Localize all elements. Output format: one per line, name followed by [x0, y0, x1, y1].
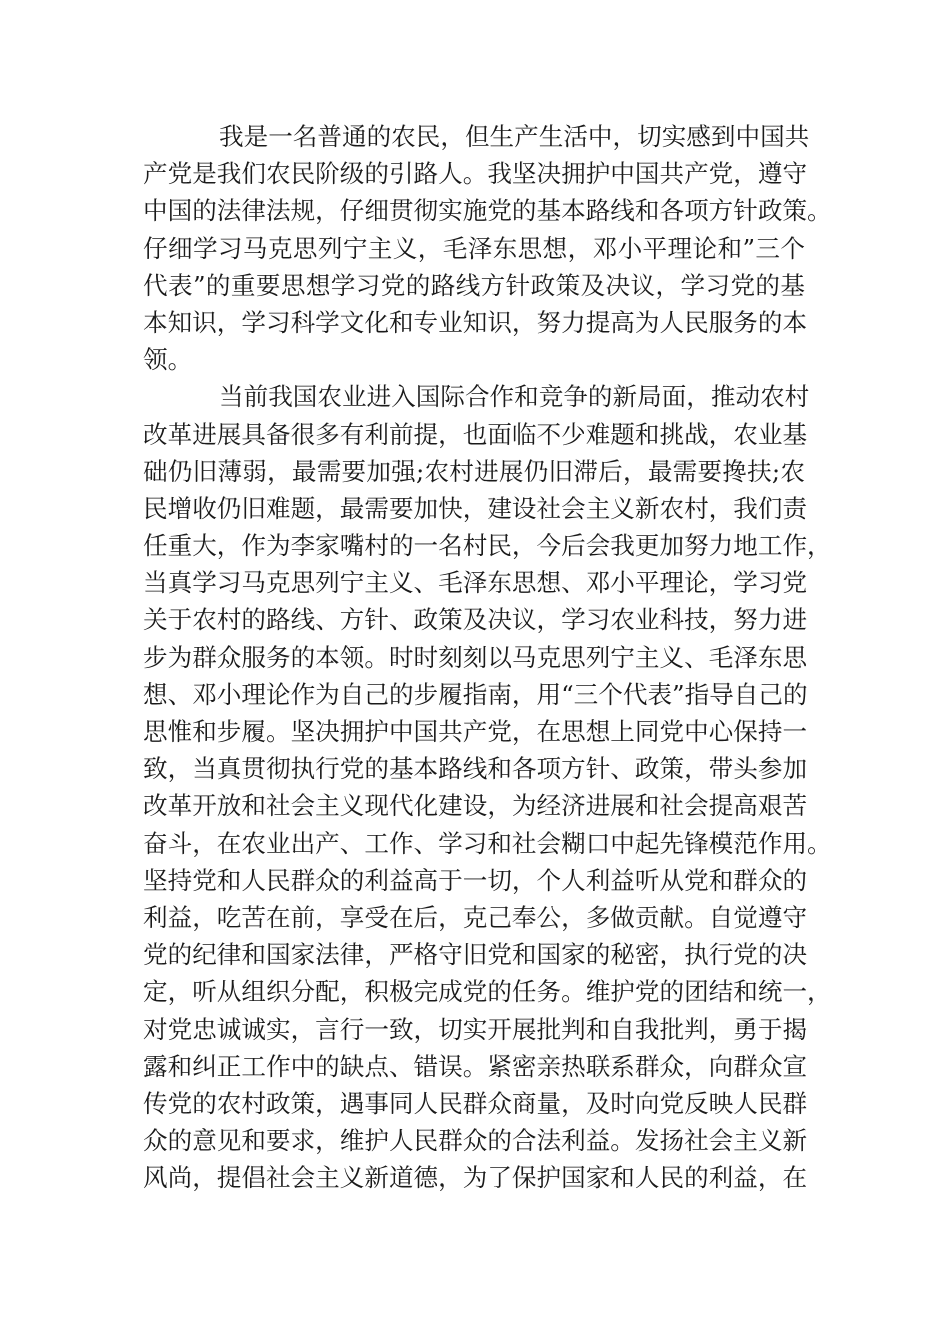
paragraph-2-line-10: 思惟和步履。坚决拥护中国共产党，在思想上同党中心保持一 — [143, 717, 808, 746]
paragraph-2-line-3: 础仍旧薄弱，最需要加强;农村进展仍旧滞后，最需要搀扶;农 — [143, 456, 805, 486]
paragraph-2-line-9: 想、邓小理论作为自己的步履指南，用“三个代表”指导自己的 — [143, 679, 808, 709]
paragraph-1-line-6: 本知识，学习科学文化和专业知识，努力提高为人民服务的本 — [143, 307, 808, 337]
body-text — [143, 118, 832, 1196]
paragraph-1-line-3: 中国的法律法规，仔细贯彻实施党的基本路线和各项方针政策。 — [143, 196, 832, 226]
paragraph-2-line-4: 民增收仍旧难题，最需要加快，建设社会主义新农村，我们责 — [143, 493, 808, 523]
paragraph-2-line-11: 致，当真贯彻执行党的基本路线和各项方针、政策，带头参加 — [143, 754, 808, 784]
paragraph-2-line-22: 风尚，提倡社会主义新道德，为了保护国家和人民的利益，在 — [143, 1163, 808, 1193]
paragraph-2-line-21: 众的意见和要求，维护人民群众的合法利益。发扬社会主义新 — [143, 1126, 808, 1156]
paragraph-2-line-8: 步为群众服务的本领。时时刻刻以马克思列宁主义、毛泽东思 — [143, 642, 808, 672]
paragraph-2-line-7: 关于农村的路线、方针、政策及决议，学习农业科技，努力进 — [143, 605, 808, 635]
paragraph-2-line-14: 坚持党和人民群众的利益高于一切，个人利益听从党和群众的 — [143, 865, 808, 895]
paragraph-1-line-5: 代表”的重要思想学习党的路线方针政策及决议，学习党的基 — [143, 270, 805, 300]
paragraph-1-line-4: 仔细学习马克思列宁主义，毛泽东思想，邓小平理论和”三个 — [143, 233, 805, 263]
paragraph-2-line-18: 对党忠诚诚实，言行一致，切实开展批判和自我批判，勇于揭 — [143, 1014, 808, 1044]
paragraph-1-line-2: 产党是我们农民阶级的引路人。我坚决拥护中国共产党，遵守 — [143, 159, 808, 189]
paragraph-2-line-1: 当前我国农业进入国际合作和竞争的新局面，推动农村 — [219, 382, 810, 412]
paragraph-1-line-1: 我是一名普通的农民，但生产生活中，切实感到中国共 — [219, 122, 810, 151]
paragraph-2-line-15: 利益，吃苦在前，享受在后，克己奉公，多做贡献。自觉遵守 — [143, 902, 808, 932]
paragraph-2-line-5: 任重大，作为李家嘴村的一名村民，今后会我更加努力地工作， — [143, 531, 832, 561]
paragraph-2-line-19: 露和纠正工作中的缺点、错误。紧密亲热联系群众，向群众宣 — [143, 1051, 808, 1081]
paragraph-1-line-7: 领。 — [143, 345, 193, 375]
paragraph-2-line-20: 传党的农村政策，遇事同人民群众商量，及时向党反映人民群 — [143, 1088, 808, 1118]
paragraph-2-line-16: 党的纪律和国家法律，严格守旧党和国家的秘密，执行党的决 — [143, 940, 808, 970]
paragraph-2-line-13: 奋斗，在农业出产、工作、学习和社会糊口中起先锋模范作用。 — [143, 828, 832, 858]
paragraph-2-line-2: 改革进展具备很多有利前提，也面临不少难题和挑战，农业基 — [143, 419, 808, 449]
paragraph-2-line-6: 当真学习马克思列宁主义、毛泽东思想、邓小平理论，学习党 — [143, 568, 808, 598]
paragraph-2-line-17: 定，听从组织分配，积极完成党的任务。维护党的团结和统一， — [143, 977, 832, 1007]
paragraph-2-line-12: 改革开放和社会主义现代化建设，为经济进展和社会提高艰苦 — [143, 791, 808, 821]
